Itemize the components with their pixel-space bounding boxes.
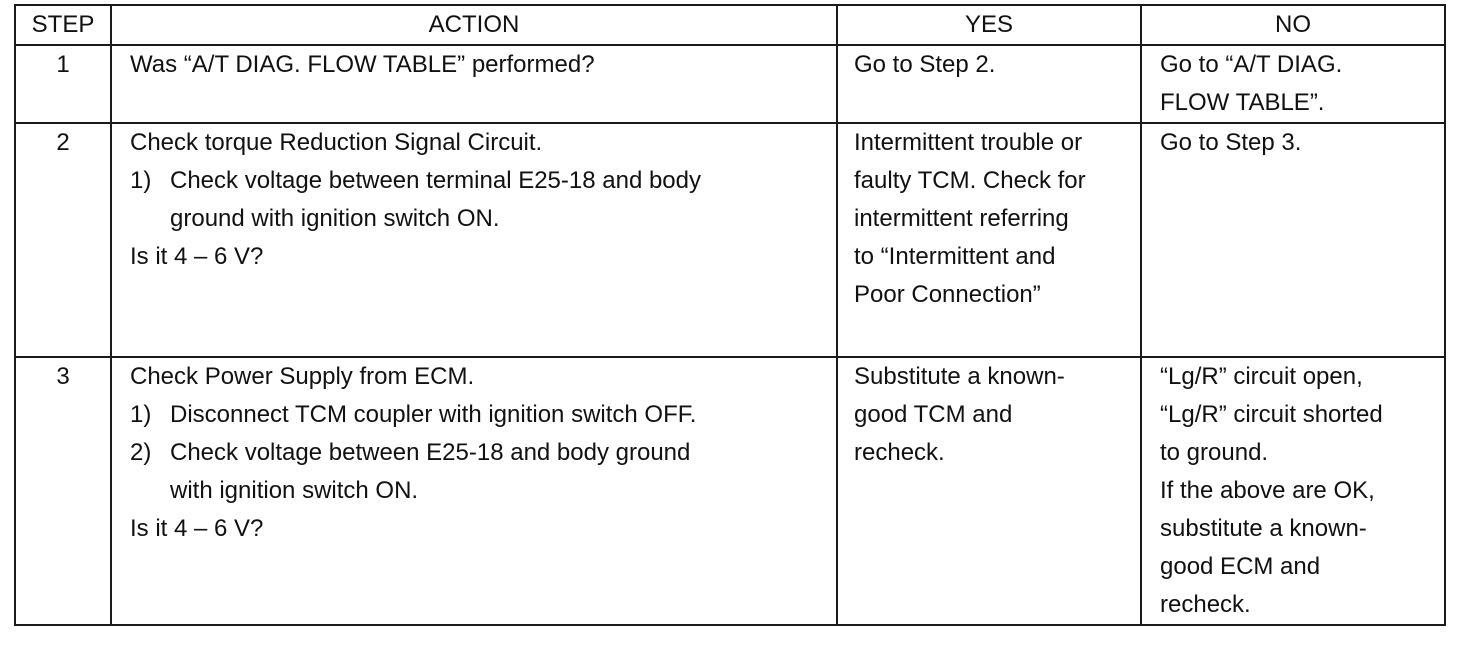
substep-text bbox=[170, 396, 696, 434]
substep-line: ground with ignition switch ON. bbox=[170, 205, 500, 232]
substep-text bbox=[170, 434, 690, 510]
action-cell bbox=[111, 123, 837, 357]
header-step: STEP bbox=[15, 5, 111, 45]
action-substep bbox=[130, 162, 824, 238]
action-title: Check torque Reduction Signal Circuit. bbox=[130, 129, 543, 156]
substep-number: 2) bbox=[130, 439, 152, 466]
action-substep bbox=[130, 396, 824, 434]
substep-text bbox=[170, 162, 701, 238]
action-question: Is it 4 – 6 V? bbox=[130, 243, 264, 270]
yes-text: Poor Connection” bbox=[854, 281, 1041, 308]
no-text: recheck. bbox=[1160, 591, 1251, 618]
no-cell bbox=[1141, 45, 1445, 123]
table-row bbox=[15, 357, 1445, 625]
substep-line: Check voltage between terminal E25-18 and body bbox=[170, 167, 701, 194]
action-question: Is it 4 – 6 V? bbox=[130, 515, 264, 542]
yes-text: Go to Step 2. bbox=[854, 51, 996, 78]
substep-number: 1) bbox=[130, 167, 152, 194]
yes-text: faulty TCM. Check for bbox=[854, 167, 1086, 194]
substep-line: with ignition switch ON. bbox=[170, 477, 419, 504]
step-number: 3 bbox=[15, 357, 111, 625]
yes-cell bbox=[837, 45, 1141, 123]
no-text: Go to “A/T DIAG. bbox=[1160, 51, 1343, 78]
header-yes: YES bbox=[837, 5, 1141, 45]
no-text: substitute a known- bbox=[1160, 515, 1367, 542]
yes-text: intermittent referring bbox=[854, 205, 1069, 232]
no-text: Go to Step 3. bbox=[1160, 129, 1302, 156]
substep-line: Check voltage between E25-18 and body ground bbox=[170, 439, 691, 466]
no-text: “Lg/R” circuit open, bbox=[1160, 363, 1363, 390]
yes-cell bbox=[837, 357, 1141, 625]
no-text: If the above are OK, bbox=[1160, 477, 1375, 504]
action-substep bbox=[130, 434, 824, 510]
action-cell bbox=[111, 45, 837, 123]
step-number: 2 bbox=[15, 123, 111, 357]
action-cell bbox=[111, 357, 837, 625]
no-text: FLOW TABLE”. bbox=[1160, 89, 1325, 116]
action-title: Check Power Supply from ECM. bbox=[130, 363, 475, 390]
no-text: good ECM and bbox=[1160, 553, 1321, 580]
yes-text: recheck. bbox=[854, 439, 945, 466]
header-no: NO bbox=[1141, 5, 1445, 45]
yes-text: good TCM and bbox=[854, 401, 1013, 428]
table-row bbox=[15, 123, 1445, 357]
substep-line: Disconnect TCM coupler with ignition switch OFF. bbox=[170, 401, 697, 428]
no-cell bbox=[1141, 357, 1445, 625]
table-header-row bbox=[15, 5, 1445, 45]
header-action: ACTION bbox=[111, 5, 837, 45]
table-row bbox=[15, 45, 1445, 123]
diagnostic-flow-table bbox=[14, 4, 1446, 626]
action-title: Was “A/T DIAG. FLOW TABLE” performed? bbox=[130, 51, 595, 78]
yes-text: Substitute a known- bbox=[854, 363, 1065, 390]
no-cell bbox=[1141, 123, 1445, 357]
yes-text: to “Intermittent and bbox=[854, 243, 1056, 270]
no-text: “Lg/R” circuit shorted bbox=[1160, 401, 1383, 428]
no-text: to ground. bbox=[1160, 439, 1269, 466]
substep-number: 1) bbox=[130, 401, 152, 428]
yes-cell bbox=[837, 123, 1141, 357]
yes-text: Intermittent trouble or bbox=[854, 129, 1083, 156]
step-number: 1 bbox=[15, 45, 111, 123]
